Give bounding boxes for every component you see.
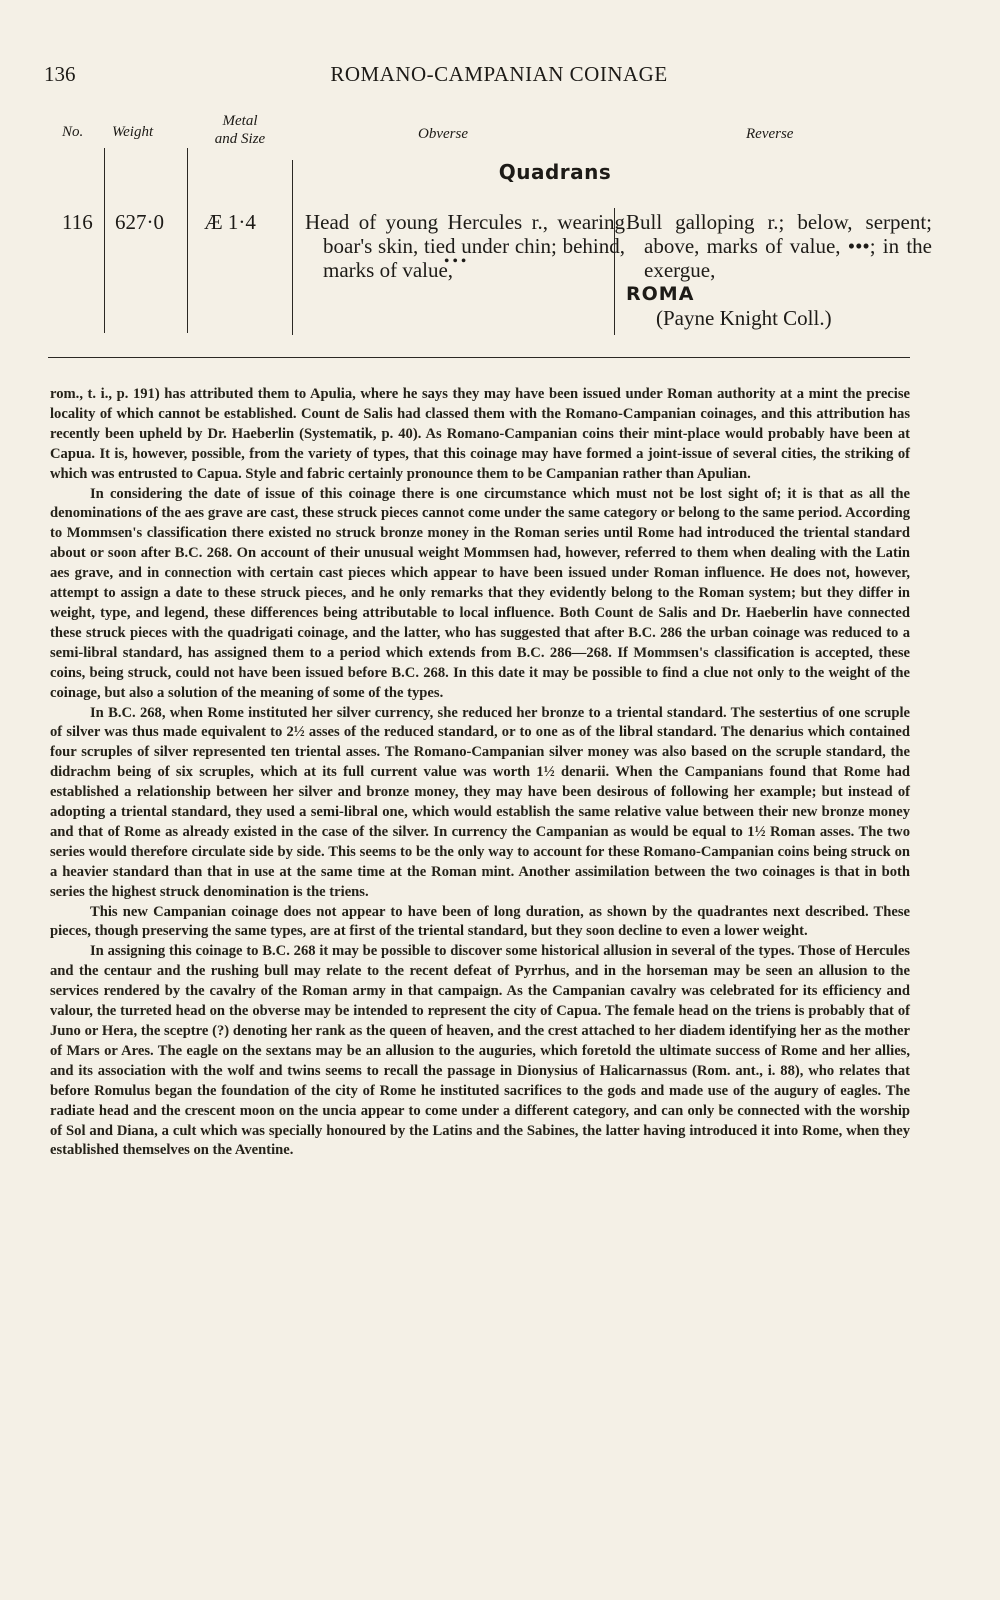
paragraph: In considering the date of issue of this coinage there is one circumstance which must not be lost sight of; it is that as all the denominations of the aes grave are cast, these struck pieces cannot come under the same category or belong to the same period. According to Mommsen's classification there existed no struck bronze money in the Roman series until Rome had introduced the triental standard about or soon after B.C. 268. On account of their unusual weight Mommsen had, however, referred to them when dealing with the Latin aes grave, and in connection with certain cast pieces which appear to have been issued under Roman influence. He does not, however, attempt to assign a date to these struck pieces, and he only remarks that they evidently belong to the Roman system; but they differ in weight, type, and legend, these differences being attributable to local influence. Both Count de Salis and Dr. Haeberlin have connected these struck pieces with the quadrigati coinage, and the latter, who has suggested that after B.C. 286 the urban coinage was reduced to a semi-libral standard, has assigned them to a period which extends from B.C. 286—268. If Mommsen's classification is accepted, these coins, being struck, could not have been issued before B.C. 268. In this date it may be possible to find a clue not only to the weight of the coinage, but also a solution of the meaning of some of the types. [50,485,910,701]
column-header-no: No. [62,124,84,140]
horizontal-rule [48,357,910,358]
column-divider [292,160,293,335]
column-header-size: and Size [214,131,266,147]
entry-obverse [305,210,625,282]
column-header-weight: Weight [112,124,154,140]
column-header-metal-size [200,112,280,148]
obverse-description: Head of young Hercules r., wearing boar's skin, tied under chin; behind, marks of value, [305,210,625,282]
collection-note: (Payne Knight Coll.) [656,306,832,330]
paragraph: rom., t. i., p. 191) has attributed them to Apulia, where he says they may have been issued under Roman authority at a mint the precise locality of which cannot be established. Count de Salis had classed them with the Romano-Campanian coinages, and this attribution has recently been upheld by Dr. Haeberlin (Systematik, p. 40). As Romano-Campanian coins their mint-place would probably have been at Capua. It is, however, possible, from the variety of types, that this coinage may have formed a joint-issue of several cities, the striking of which was entrusted to Capua. Style and fabric certainly pronounce them to be Campanian rather than Apulian. [50,386,910,482]
value-marks: • • • [444,254,467,269]
section-heading: Quadrans [498,160,612,184]
page-number: 136 [44,62,76,86]
column-divider [104,148,105,333]
column-divider [187,148,188,333]
entry-metal-size: Æ 1·4 [204,210,256,234]
reverse-description: Bull galloping r.; below, serpent; above, marks of value, •••; in the exergue, [626,210,932,282]
entry-number: 116 [62,210,93,234]
reverse-legend: ROMA [626,283,695,305]
paragraph: This new Campanian coinage does not appear to have been of long duration, as shown by the quadrantes next described. These pieces, though preserving the same types, are at first of the triental standard, but they soon decline to even a lower weight. [50,903,910,940]
column-header-obverse: Obverse [418,126,468,142]
column-headers [0,112,1000,156]
column-header-reverse: Reverse [746,126,794,142]
entry-reverse [626,210,932,330]
paragraph: In assigning this coinage to B.C. 268 it may be possible to discover some historical allusion in several of the types. Those of Hercules and the centaur and the rushing bull may relate to the recent defeat of Pyrrhus, and in the horseman may be seen an allusion to the services rendered by the cavalry of the Roman army in that campaign. As the Campanian cavalry was celebrated for its efficiency and valour, the turreted head on the obverse may be intended to represent the city of Capua. The female head on the triens is probably that of Juno or Hera, the sceptre (?) denoting her rank as the queen of heaven, and the crest attached to her diadem identifying her as the mother of Mars or Ares. The eagle on the sextans may be an allusion to the auguries, which foretold the ultimate success of Rome and her allies, and its association with the wolf and twins seems to recall the passage in Dionysius of Halicarnassus (Rom. ant., i. 88), who relates that before Romulus began the foundation of the city of Rome he instituted sacrifices to the gods and made use of the augury of eagles. The radiate head and the crescent moon on the uncia appear to come under a different category, and can only be connected with the worship of Sol and Diana, a cult which was specially honoured by the Latins and the Sabines, the latter having introduced it into Rome, when they established themselves on the Aventine. [50,943,910,1159]
running-title: ROMANO-CAMPANIAN COINAGE [330,62,668,86]
entry-weight: 627·0 [115,210,164,234]
column-header-metal: Metal [222,113,258,129]
paragraph: In B.C. 268, when Rome instituted her silver currency, she reduced her bronze to a triental standard. The sestertius of one scruple of silver was thus made equivalent to 2½ asses of the reduced standard, or to one as of the libral standard. The denarius which contained four scruples of silver represented ten triental asses. The Romano-Campanian silver money was also based on the scruple standard, the didrachm being of six scruples, which at its full current value was worth 1½ denarii. When the Campanians found that Rome had established a relationship between her silver and bronze money, they may have been desirous of following her example; but instead of adopting a triental standard, they used a semi-libral one, which would establish the same relative value between their new bronze money and that of Rome as already existed in the case of the silver. In currency the Campanian as would be equal to 1½ Roman asses. The two series would therefore circulate side by side. This seems to be the only way to account for these Romano-Campanian coins being struck on a heavier standard than that in use at the same time at the Roman mint. Another assimilation between the two coinages is that in both series the highest struck denomination is the triens. [50,704,910,900]
body-text [50,385,910,1161]
running-head [44,62,954,92]
